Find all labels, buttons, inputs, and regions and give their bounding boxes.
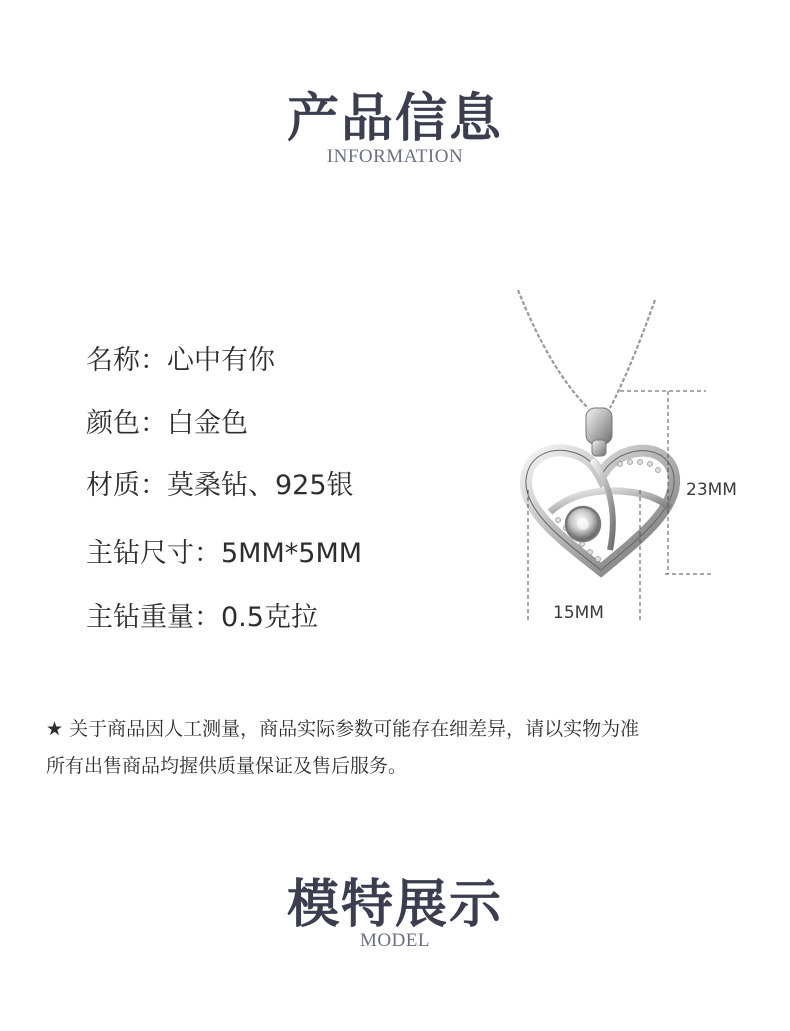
spec-stone-size: 主钻尺寸：5MM*5MM (86, 538, 363, 569)
info-title: 产品信息 (286, 89, 503, 149)
height-dimension-label: 23MM (686, 480, 737, 500)
spec-name: 名称：心中有你 (86, 345, 275, 376)
notice-line-1: ★ 关于商品因人工测量，商品实际参数可能存在细差异，请以实物为准 (46, 718, 640, 740)
model-title: 模特展示 (286, 875, 503, 935)
bail (586, 408, 612, 456)
chain (518, 290, 655, 408)
pendant-necklace-image (480, 280, 750, 630)
spec-color: 颜色：白金色 (86, 408, 248, 439)
spec-material: 材质：莫桑钻、925银 (86, 470, 354, 501)
info-subtitle: INFORMATION (326, 146, 464, 167)
notice-line-2: 所有出售商品均握供质量保证及售后服务。 (46, 755, 408, 777)
heart-pendant (526, 450, 674, 570)
spec-stone-weight: 主钻重量：0.5克拉 (86, 602, 318, 633)
width-dimension-label: 15MM (553, 603, 604, 623)
model-subtitle: MODEL (359, 930, 431, 951)
